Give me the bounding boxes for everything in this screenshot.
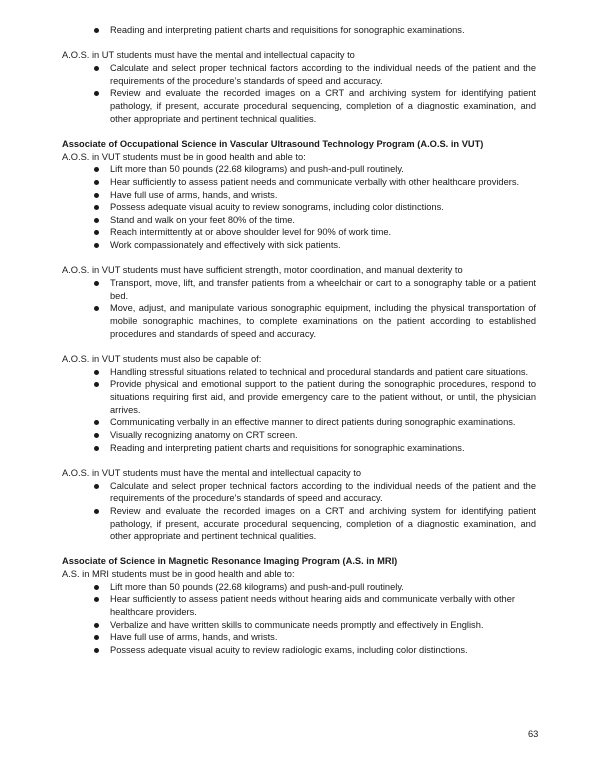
bullet-icon (94, 623, 99, 628)
vut-program-heading: Associate of Occupational Science in Vascular Ultrasound Technology Program (A.O.S. in VUT) (62, 138, 484, 149)
ut-capabilities-list-continued (62, 24, 536, 37)
list-item: Reading and interpreting patient charts and requisitions for sonographic examinations. (62, 24, 536, 37)
vut-health-intro: A.O.S. in VUT students must be in good health and able to: (62, 151, 306, 162)
document-page (62, 24, 536, 657)
mri-health-list (62, 581, 536, 657)
list-item: Possess adequate visual acuity to review radiologic exams, including color distinctions. (62, 644, 536, 657)
bullet-icon (94, 91, 99, 96)
list-item: Possess adequate visual acuity to review sonograms, including color distinctions. (62, 201, 536, 214)
list-item: Handling stressful situations related to technical and procedural standards and patient care situations. (62, 366, 536, 379)
bullet-icon (94, 648, 99, 653)
list-item: Lift more than 50 pounds (22.68 kilograms) and push-and-pull routinely. (62, 163, 536, 176)
list-item: Hear sufficiently to assess patient needs and communicate verbally with other healthcare providers. (62, 176, 536, 189)
list-item: Calculate and select proper technical factors according to the individual needs of the patient and the requirements of the procedure’s standards of speed and accuracy. (62, 62, 536, 87)
ut-mental-capacity-list (62, 62, 536, 125)
list-item: Move, adjust, and manipulate various sonographic equipment, including the physical transportation of mobile sonographic machines, to complete examinations on the patient according to established procedures and standards of speed and accuracy. (62, 302, 536, 340)
bullet-icon (94, 382, 99, 387)
bullet-icon (94, 167, 99, 172)
bullet-icon (94, 193, 99, 198)
bullet-icon (94, 433, 99, 438)
bullet-icon (94, 446, 99, 451)
list-item: Review and evaluate the recorded images on a CRT and archiving system for identifying patient pathology, if present, accurate procedural sequencing, completion of a diagnostic examination, and other appropriate and pertinent technical qualities. (62, 87, 536, 125)
bullet-icon (94, 370, 99, 375)
list-item: Stand and walk on your feet 80% of the time. (62, 214, 536, 227)
mri-program-heading: Associate of Science in Magnetic Resonance Imaging Program (A.S. in MRI) (62, 556, 398, 567)
list-item: Have full use of arms, hands, and wrists. (62, 189, 536, 202)
bullet-icon (94, 66, 99, 71)
list-item: Reading and interpreting patient charts and requisitions for sonographic examinations. (62, 442, 536, 455)
vut-capabilities-intro: A.O.S. in VUT students must also be capable of: (62, 354, 262, 364)
vut-strength-intro: A.O.S. in VUT students must have sufficient strength, motor coordination, and manual dexterity to (62, 265, 463, 276)
bullet-icon (94, 243, 99, 248)
bullet-icon (94, 484, 99, 489)
list-item: Provide physical and emotional support to the patient during the sonographic procedures, respond to situations requiring first aid, and provide emergency care to the patient without, or until, the physician arrives. (62, 378, 536, 416)
mri-health-intro: A.S. in MRI students must be in good health and able to: (62, 569, 295, 580)
list-item: Communicating verbally in an effective manner to direct patients during sonographic examinations. (62, 416, 536, 429)
bullet-icon (94, 218, 99, 223)
bullet-icon (94, 205, 99, 210)
bullet-icon (94, 597, 99, 602)
vut-mental-capacity-list (62, 480, 536, 543)
bullet-icon (94, 420, 99, 425)
list-item: Have full use of arms, hands, and wrists. (62, 631, 536, 644)
bullet-icon (94, 509, 99, 514)
list-item: Transport, move, lift, and transfer patients from a wheelchair or cart to a sonography table or a patient bed. (62, 277, 536, 302)
bullet-icon (94, 230, 99, 235)
list-item: Verbalize and have written skills to communicate needs promptly and effectively in English. (62, 619, 536, 632)
vut-health-list (62, 163, 536, 252)
list-item: Visually recognizing anatomy on CRT screen. (62, 429, 536, 442)
bullet-icon (94, 281, 99, 286)
list-item: Lift more than 50 pounds (22.68 kilograms) and push-and-pull routinely. (62, 581, 536, 594)
list-item: Work compassionately and effectively with sick patients. (62, 239, 536, 252)
list-item: Review and evaluate the recorded images on a CRT and archiving system for identifying patient pathology, if present, accurate procedural sequencing, completion of a diagnostic examination, and other appropriate and pertinent technical qualities. (62, 505, 536, 543)
list-item: Reach intermittently at or above shoulder level for 90% of work time. (62, 226, 536, 239)
vut-strength-list (62, 277, 536, 340)
list-item: Calculate and select proper technical factors according to the individual needs of the patient and the requirements of the procedure’s standards of speed and accuracy. (62, 480, 536, 505)
bullet-icon (94, 635, 99, 640)
bullet-icon (94, 180, 99, 185)
bullet-icon (94, 306, 99, 311)
vut-capabilities-list (62, 366, 536, 455)
page-number: 63 (528, 729, 539, 739)
vut-mental-capacity-intro: A.O.S. in VUT students must have the mental and intellectual capacity to (62, 467, 362, 478)
ut-mental-capacity-intro: A.O.S. in UT students must have the mental and intellectual capacity to (62, 50, 355, 61)
list-item: Hear sufficiently to assess patient needs without hearing aids and communicate verbally with other healthcare providers. (62, 593, 536, 618)
bullet-icon (94, 585, 99, 590)
bullet-icon (94, 28, 99, 33)
